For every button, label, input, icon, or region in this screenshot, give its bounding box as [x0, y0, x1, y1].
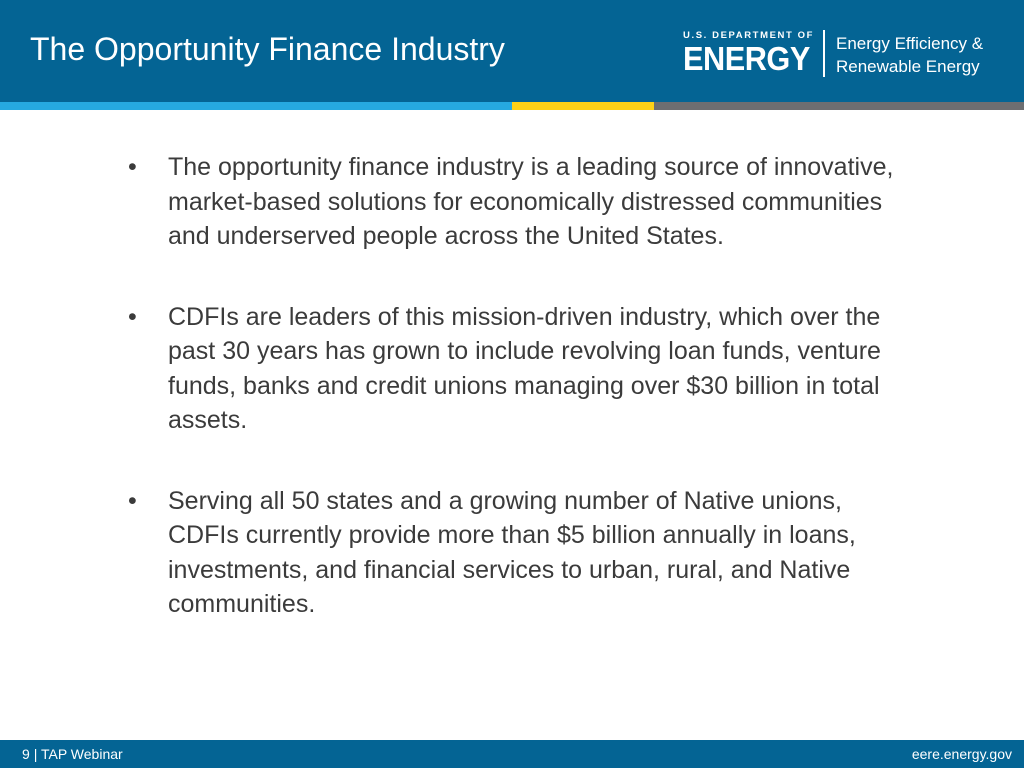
- logo-agency-word: ENERGY: [683, 40, 810, 77]
- accent-stripe-yellow: [512, 102, 654, 110]
- bullet-text: The opportunity finance industry is a leading source of innovative, market-based solutions for economically distressed communities and underserved people across the United States.: [168, 153, 894, 250]
- accent-stripe-blue: [0, 102, 512, 110]
- bullet-text: Serving all 50 states and a growing number of Native unions, CDFIs currently provide more than $5 billion annually in loans, investments, and financial services to urban, rural, and Native communities.: [168, 486, 856, 618]
- bullet-item: [128, 484, 908, 622]
- bullet-list: [128, 150, 908, 668]
- logo-office-name: [836, 32, 983, 78]
- bullet-item: [128, 300, 908, 438]
- slide-title: The Opportunity Finance Industry: [30, 31, 505, 67]
- website-link[interactable]: eere.energy.gov: [911, 746, 1012, 762]
- accent-stripe-gray: [654, 102, 1024, 110]
- logo-office-line-2: Renewable Energy: [836, 57, 980, 76]
- logo-department-line: U.S. DEPARTMENT OF: [683, 30, 815, 41]
- bullet-text: CDFIs are leaders of this mission-driven industry, which over the past 30 years has grown to include revolving loan funds, venture funds, banks and credit unions managing over $30 billion in total assets.: [168, 302, 881, 434]
- footer-separator: |: [33, 746, 38, 762]
- bullet-marker: •: [128, 153, 137, 181]
- logo-office-line-1: Energy Efficiency &: [836, 34, 984, 53]
- bullet-marker: •: [128, 302, 137, 331]
- footer-label: [22, 746, 123, 762]
- footer-title: TAP Webinar: [40, 746, 123, 762]
- bullet-item: [128, 150, 908, 254]
- logo-divider: [823, 30, 825, 77]
- bullet-marker: •: [128, 486, 137, 515]
- page-number: 9: [22, 746, 30, 762]
- slide-footer: [0, 740, 1024, 768]
